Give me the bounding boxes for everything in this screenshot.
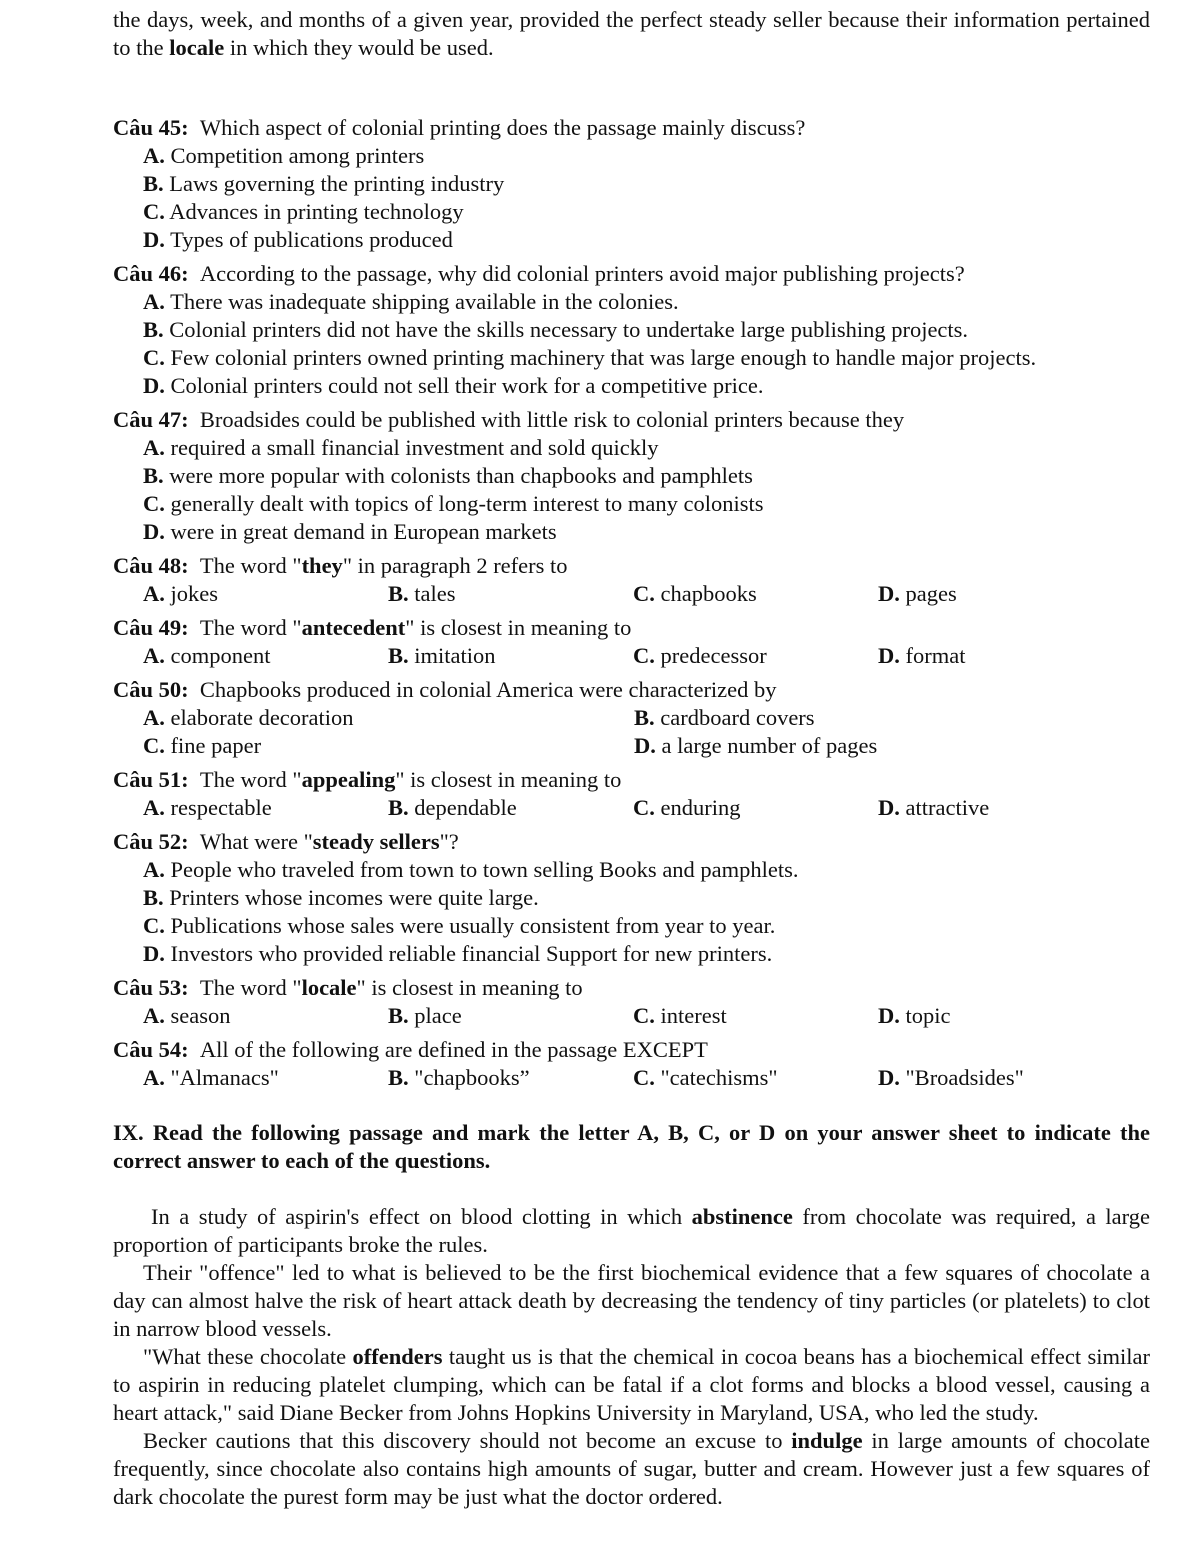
answer-option-c: C. Advances in printing technology: [143, 199, 464, 224]
question-number: Câu 49:: [113, 615, 189, 640]
question-stem: Câu 45: Which aspect of colonial printing does the passage mainly discuss?: [113, 115, 806, 140]
question-stem: Câu 47: Broadsides could be published with little risk to colonial printers because they: [113, 407, 905, 432]
answer-option-d: D. attractive: [878, 795, 990, 820]
intro-bold-word: locale: [169, 35, 225, 60]
answer-option-c: C. fine paper: [143, 733, 262, 758]
intro-paragraph: [113, 6, 1150, 62]
reading-passage: [113, 1203, 1150, 1511]
question-number: Câu 45:: [113, 115, 189, 140]
answer-row: [113, 1064, 1150, 1092]
question-51: [113, 766, 1150, 822]
answer-row: [113, 580, 1150, 608]
answer-option-c: C. chapbooks: [633, 581, 757, 606]
answer-option-a: A. elaborate decoration: [143, 705, 354, 730]
answer-option-b: B. place: [388, 1003, 462, 1028]
answer-row: [113, 732, 1150, 760]
answer-option-a: A. "Almanacs": [143, 1065, 279, 1090]
question-45: [113, 114, 1150, 254]
answer-option-c: C. predecessor: [633, 643, 767, 668]
answer-option-b: B. cardboard covers: [634, 705, 815, 730]
answer-option-a: A. season: [143, 1003, 231, 1028]
passage-paragraph-1: In a study of aspirin's effect on blood clotting in which abstinence from chocolate was required, a large proportion of participants broke the rules.: [113, 1204, 1150, 1257]
answer-row: [113, 704, 1150, 732]
answer-option-c: C. Publications whose sales were usually consistent from year to year.: [143, 913, 776, 938]
answer-option-d: D. pages: [878, 581, 957, 606]
question-48: [113, 552, 1150, 608]
answer-option-d: D. a large number of pages: [634, 733, 878, 758]
answer-option-b: B. tales: [388, 581, 456, 606]
question-number: Câu 46:: [113, 261, 189, 286]
question-stem: Câu 49: The word "antecedent" is closest in meaning to: [113, 615, 632, 640]
passage-paragraph-4: Becker cautions that this discovery should not become an excuse to indulge in large amounts of chocolate frequently, since chocolate also contains high amounts of sugar, butter and cream. However just a few squares of dark chocolate the purest form may be just what the doctor ordered.: [113, 1428, 1150, 1509]
answer-option-a: A. component: [143, 643, 271, 668]
answer-option-b: B. dependable: [388, 795, 517, 820]
intro-text-end: in which they would be used.: [224, 35, 494, 60]
question-47: [113, 406, 1150, 546]
question-46: [113, 260, 1150, 400]
question-stem: Câu 52: What were "steady sellers"?: [113, 829, 459, 854]
answer-option-c: C. Few colonial printers owned printing machinery that was large enough to handle major projects.: [143, 345, 1037, 370]
question-keyword: they: [301, 553, 343, 578]
bold-word-offenders: offenders: [352, 1344, 443, 1369]
question-number: Câu 52:: [113, 829, 189, 854]
answer-option-d: D. Investors who provided reliable financial Support for new printers.: [143, 941, 773, 966]
answer-option-b: B. "chapbooks”: [388, 1065, 530, 1090]
answer-option-b: B. Laws governing the printing industry: [143, 171, 505, 196]
question-number: Câu 48:: [113, 553, 189, 578]
answer-option-a: A. jokes: [143, 581, 218, 606]
question-keyword: antecedent: [301, 615, 406, 640]
passage-paragraph-2: Their "offence" led to what is believed to be the first biochemical evidence that a few squares of chocolate a day can almost halve the risk of heart attack death by decreasing the tendency of tiny particles (or platelets) to clot in narrow blood vessels.: [113, 1260, 1150, 1341]
question-keyword: steady sellers: [312, 829, 440, 854]
question-stem: Câu 50: Chapbooks produced in colonial America were characterized by: [113, 677, 777, 702]
question-list: [113, 114, 1150, 1092]
answer-option-b: B. Colonial printers did not have the skills necessary to undertake large publishing projects.: [143, 317, 969, 342]
question-stem: Câu 48: The word "they" in paragraph 2 refers to: [113, 553, 568, 578]
passage-paragraph-3: "What these chocolate offenders taught us is that the chemical in cocoa beans has a biochemical effect similar to aspirin in reducing platelet clumping, which can be fatal if a clot forms and blocks a blood vessel, causing a heart attack," said Diane Becker from Johns Hopkins University in Maryland, USA, who led the study.: [113, 1344, 1150, 1425]
document-page: [113, 6, 1150, 1511]
answer-option-c: C. generally dealt with topics of long-term interest to many colonists: [143, 491, 764, 516]
section-title: IX. Read the following passage and mark the letter A, B, C, or D on your answer sheet to indicate the correct answer to each of the questions.: [113, 1120, 1150, 1173]
intro-text: the days, week, and months of a given year, provided the perfect steady seller because their information pertained to the: [113, 7, 1150, 60]
question-number: Câu 47:: [113, 407, 189, 432]
question-keyword: locale: [301, 975, 357, 1000]
question-49: [113, 614, 1150, 670]
question-number: Câu 53:: [113, 975, 189, 1000]
answer-row: [113, 642, 1150, 670]
answer-option-c: C. "catechisms": [633, 1065, 778, 1090]
answer-option-d: D. were in great demand in European markets: [143, 519, 557, 544]
answer-option-c: C. enduring: [633, 795, 741, 820]
question-stem: Câu 53: The word "locale" is closest in meaning to: [113, 975, 583, 1000]
answer-option-d: D. topic: [878, 1003, 951, 1028]
answer-option-d: D. "Broadsides": [878, 1065, 1024, 1090]
answer-option-b: B. Printers whose incomes were quite large.: [143, 885, 539, 910]
question-number: Câu 50:: [113, 677, 189, 702]
question-54: [113, 1036, 1150, 1092]
bold-word-abstinence: abstinence: [691, 1204, 793, 1229]
answer-option-c: C. interest: [633, 1003, 727, 1028]
answer-option-a: A. There was inadequate shipping available in the colonies.: [143, 289, 679, 314]
answer-option-b: B. imitation: [388, 643, 496, 668]
question-stem: Câu 51: The word "appealing" is closest in meaning to: [113, 767, 622, 792]
answer-option-b: B. were more popular with colonists than chapbooks and pamphlets: [143, 463, 753, 488]
answer-option-a: A. People who traveled from town to town selling Books and pamphlets.: [143, 857, 799, 882]
answer-option-d: D. format: [878, 643, 966, 668]
question-number: Câu 51:: [113, 767, 189, 792]
question-keyword: appealing: [301, 767, 396, 792]
question-stem: Câu 46: According to the passage, why did colonial printers avoid major publishing projects?: [113, 261, 965, 286]
question-number: Câu 54:: [113, 1037, 189, 1062]
answer-option-d: D. Colonial printers could not sell their work for a competitive price.: [143, 373, 764, 398]
answer-row: [113, 1002, 1150, 1030]
answer-option-a: A. respectable: [143, 795, 272, 820]
answer-option-a: A. required a small financial investment and sold quickly: [143, 435, 659, 460]
answer-option-d: D. Types of publications produced: [143, 227, 453, 252]
question-50: [113, 676, 1150, 760]
answer-row: [113, 794, 1150, 822]
bold-word-indulge: indulge: [791, 1428, 863, 1453]
question-53: [113, 974, 1150, 1030]
question-52: [113, 828, 1150, 968]
answer-option-a: A. Competition among printers: [143, 143, 425, 168]
question-stem: Câu 54: All of the following are defined in the passage EXCEPT: [113, 1037, 708, 1062]
